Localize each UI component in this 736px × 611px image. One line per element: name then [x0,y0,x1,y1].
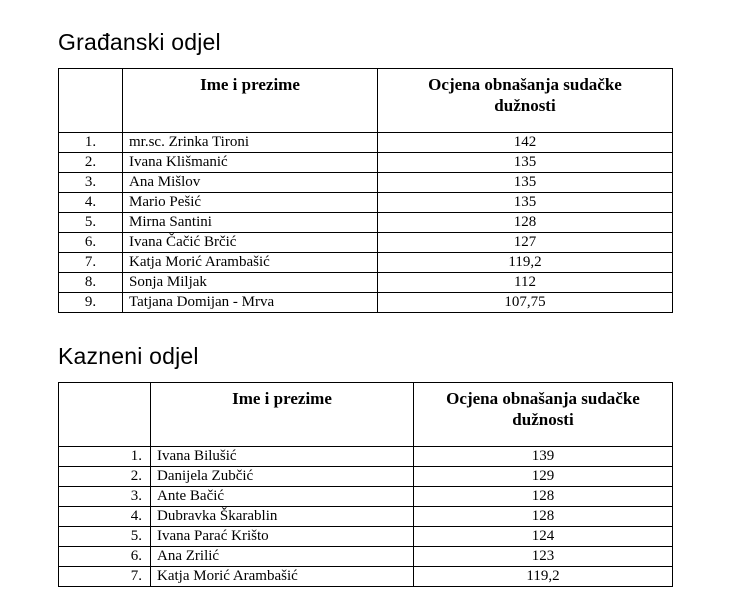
judge-score: 124 [414,527,673,547]
judge-name: Ivana Parać Krišto [151,527,414,547]
table-row [59,467,673,487]
row-number: 8. [59,273,123,293]
judge-score: 135 [378,193,673,213]
gradjanski-table [58,68,673,313]
header-cell-name [123,69,378,133]
judge-name: Ivana Bilušić [151,447,414,467]
row-number: 3. [59,173,123,193]
table-row [59,527,673,547]
row-number: 9. [59,293,123,313]
header-score-label: Ocjena obnašanja sudačke dužnosti [446,389,640,430]
table-row [59,193,673,213]
table-row [59,253,673,273]
header-cell-empty [59,383,151,447]
judge-score: 129 [414,467,673,487]
table-row [59,273,673,293]
table-row [59,507,673,527]
row-number: 2. [59,467,151,487]
section-heading-gradjanski: Građanski odjel [58,29,221,55]
judge-score: 112 [378,273,673,293]
table-row [59,487,673,507]
row-number: 5. [59,527,151,547]
section-kazneni-odjel [58,344,736,587]
table-header-row [59,383,673,447]
table-row [59,233,673,253]
row-number: 3. [59,487,151,507]
judge-name: Dubravka Škarablin [151,507,414,527]
judge-name: Katja Morić Arambašić [151,567,414,587]
judge-score: 107,75 [378,293,673,313]
row-number: 4. [59,193,123,213]
judge-score: 142 [378,133,673,153]
header-cell-score [378,69,673,133]
kazneni-table [58,382,673,587]
judge-name: Ana Zrilić [151,547,414,567]
header-score-label: Ocjena obnašanja sudačke dužnosti [428,75,622,116]
table-row [59,153,673,173]
judge-score: 119,2 [378,253,673,273]
row-number: 1. [59,133,123,153]
row-number: 4. [59,507,151,527]
judge-name: Ana Mišlov [123,173,378,193]
judge-name: Katja Morić Arambašić [123,253,378,273]
header-name-label: Ime i prezime [232,389,332,408]
judge-name: Sonja Miljak [123,273,378,293]
judge-score: 128 [378,213,673,233]
section-heading-kazneni: Kazneni odjel [58,343,199,369]
row-number: 1. [59,447,151,467]
header-cell-name [151,383,414,447]
judge-score: 128 [414,507,673,527]
table-row [59,447,673,467]
judge-name: Mario Pešić [123,193,378,213]
table-row [59,133,673,153]
judge-name: Tatjana Domijan - Mrva [123,293,378,313]
judge-score: 127 [378,233,673,253]
judge-name: Ante Bačić [151,487,414,507]
header-cell-empty [59,69,123,133]
table-row [59,173,673,193]
judge-score: 135 [378,173,673,193]
row-number: 5. [59,213,123,233]
row-number: 7. [59,567,151,587]
row-number: 6. [59,547,151,567]
judge-score: 135 [378,153,673,173]
table-row [59,567,673,587]
table-header-row [59,69,673,133]
row-number: 6. [59,233,123,253]
judge-name: Ivana Čačić Brčić [123,233,378,253]
judge-name: mr.sc. Zrinka Tironi [123,133,378,153]
judge-score: 128 [414,487,673,507]
table-row [59,547,673,567]
judge-score: 139 [414,447,673,467]
judge-score: 123 [414,547,673,567]
table-row [59,213,673,233]
row-number: 2. [59,153,123,173]
judge-name: Mirna Santini [123,213,378,233]
judge-name: Danijela Zubčić [151,467,414,487]
row-number: 7. [59,253,123,273]
judge-name: Ivana Klišmanić [123,153,378,173]
section-gradjanski-odjel [58,30,736,313]
header-name-label: Ime i prezime [200,75,300,94]
table-row [59,293,673,313]
header-cell-score [414,383,673,447]
judge-score: 119,2 [414,567,673,587]
